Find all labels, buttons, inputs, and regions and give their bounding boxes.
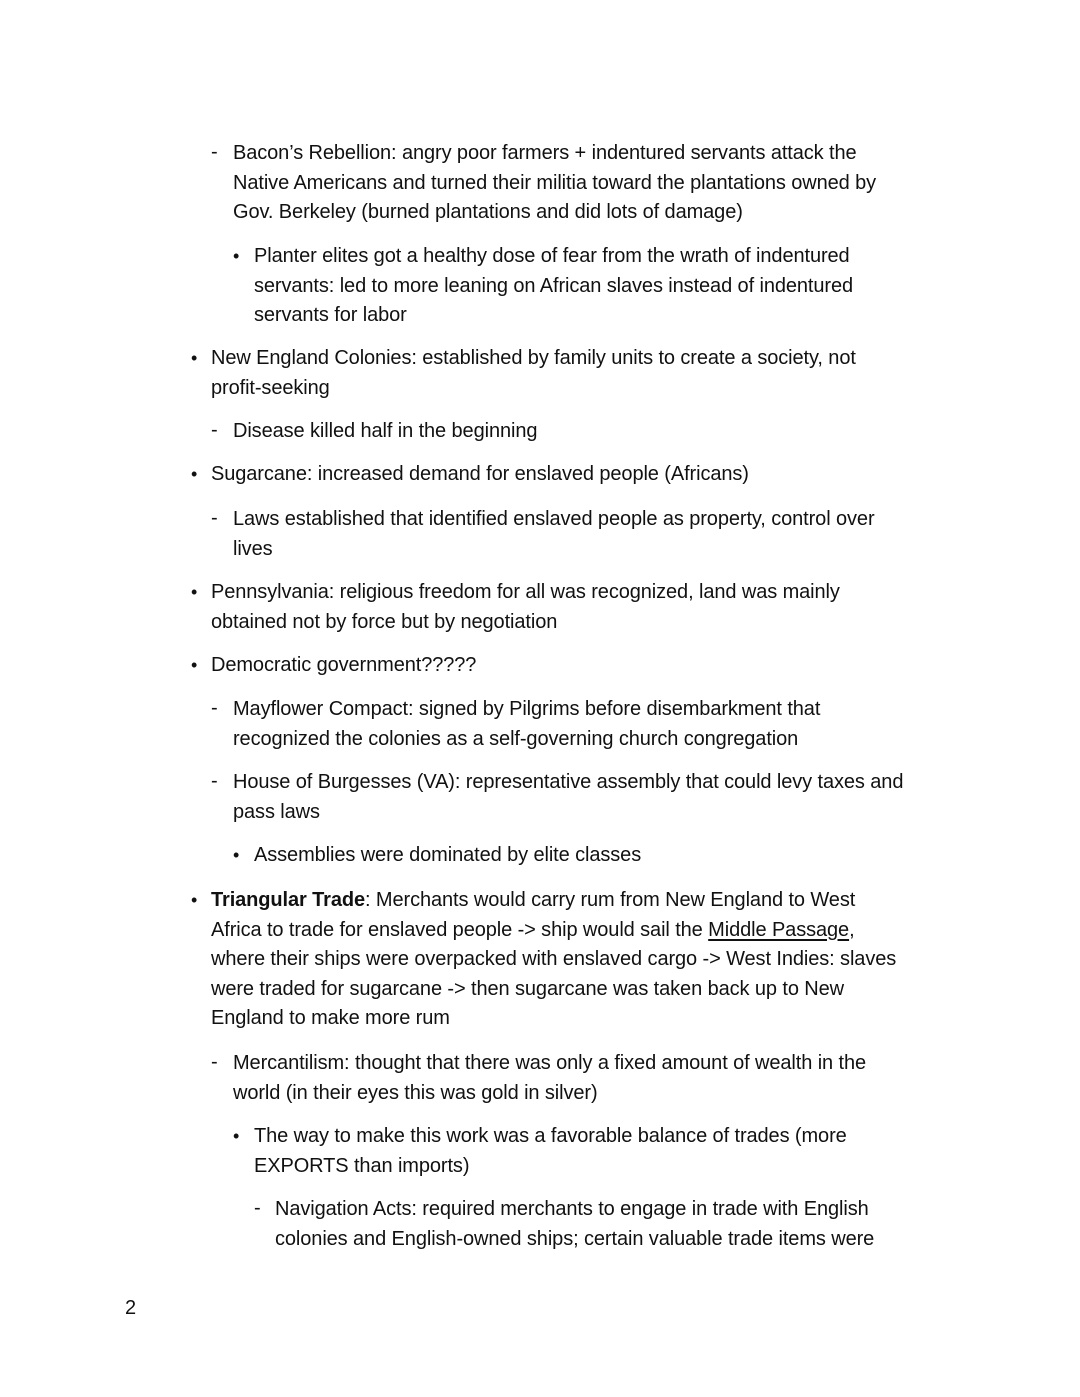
text-line: Native Americans and turned their militia toward the plantations owned by bbox=[233, 171, 877, 194]
page-number: 2 bbox=[125, 1297, 137, 1319]
text-line bbox=[211, 916, 971, 946]
text-line: obtained not by force but by negotiation bbox=[211, 610, 558, 633]
text-line: New England Colonies: established by family units to create a society, not bbox=[211, 347, 856, 369]
bullet-marker: • bbox=[233, 845, 240, 865]
text-line: Sugarcane: increased demand for enslaved people (Africans) bbox=[211, 463, 749, 485]
dash-marker: - bbox=[211, 141, 218, 163]
list-item-disease bbox=[233, 417, 973, 447]
list-item-navigation-acts bbox=[275, 1195, 975, 1254]
list-item-laws-established bbox=[233, 505, 973, 564]
dash-marker: - bbox=[211, 507, 218, 529]
text-line: Gov. Berkeley (burned plantations and did lots of damage) bbox=[233, 201, 743, 223]
text-line: lives bbox=[233, 537, 273, 560]
text-span: Africa to trade for enslaved people -> ship would sail the bbox=[211, 918, 709, 941]
bullet-marker: • bbox=[191, 890, 198, 910]
list-item-pennsylvania bbox=[211, 578, 971, 637]
text-line: world (in their eyes this was gold in silver) bbox=[233, 1081, 598, 1104]
text-line bbox=[211, 886, 971, 916]
list-item-assemblies bbox=[254, 841, 974, 871]
underlined-term-middle-passage: Middle Passage bbox=[708, 918, 850, 941]
text-line: servants for labor bbox=[254, 304, 407, 326]
list-item-bacons-rebellion bbox=[233, 139, 973, 228]
dash-marker: - bbox=[211, 770, 218, 792]
text-line: EXPORTS than imports) bbox=[254, 1154, 470, 1177]
text-line: colonies and English-owned ships; certain valuable trade items were bbox=[275, 1227, 875, 1250]
text-line: Assemblies were dominated by elite classes bbox=[254, 844, 642, 866]
list-item-planter-elites bbox=[254, 242, 974, 331]
text-line: Mayflower Compact: signed by Pilgrims before disembarkment that bbox=[233, 698, 821, 720]
bullet-marker: • bbox=[233, 1126, 240, 1146]
list-item-triangular-trade bbox=[211, 886, 971, 1034]
bullet-marker: • bbox=[233, 246, 240, 266]
list-item-mercantilism bbox=[233, 1049, 973, 1108]
text-line: servants: led to more leaning on African slaves instead of indentured bbox=[254, 274, 854, 297]
list-item-new-england-colonies bbox=[211, 344, 971, 403]
text-span: , bbox=[849, 918, 855, 941]
text-line: Navigation Acts: required merchants to engage in trade with English bbox=[275, 1198, 869, 1220]
text-line: House of Burgesses (VA): representative assembly that could levy taxes and bbox=[233, 771, 904, 793]
text-line: Democratic government????? bbox=[211, 654, 477, 676]
text-line: were traded for sugarcane -> then sugarcane was taken back up to New bbox=[211, 977, 845, 1000]
text-line: England to make more rum bbox=[211, 1007, 450, 1029]
bullet-marker: • bbox=[191, 655, 198, 675]
bold-term: Triangular Trade bbox=[211, 889, 366, 911]
text-line: where their ships were overpacked with enslaved cargo -> West Indies: slaves bbox=[211, 948, 897, 970]
text-line: Laws established that identified enslaved people as property, control over bbox=[233, 508, 875, 530]
text-line: Pennsylvania: religious freedom for all was recognized, land was mainly bbox=[211, 581, 840, 603]
text-span: : Merchants would carry rum from New England to West bbox=[365, 889, 856, 911]
dash-marker: - bbox=[211, 697, 218, 719]
text-line: Planter elites got a healthy dose of fear from the wrath of indentured bbox=[254, 245, 850, 267]
bullet-marker: • bbox=[191, 348, 198, 368]
text-line: pass laws bbox=[233, 800, 320, 823]
dash-marker: - bbox=[211, 1051, 218, 1073]
list-item-favorable-balance bbox=[254, 1122, 974, 1181]
text-line: The way to make this work was a favorable balance of trades (more bbox=[254, 1125, 847, 1147]
text-line: Mercantilism: thought that there was only a fixed amount of wealth in the bbox=[233, 1052, 867, 1074]
text-line: profit-seeking bbox=[211, 376, 330, 399]
list-item-sugarcane bbox=[211, 460, 971, 490]
text-line: Disease killed half in the beginning bbox=[233, 420, 538, 442]
list-item-democratic-government bbox=[211, 651, 971, 681]
text-line: recognized the colonies as a self-governing church congregation bbox=[233, 727, 799, 750]
list-item-mayflower-compact bbox=[233, 695, 973, 754]
text-line: Bacon’s Rebellion: angry poor farmers + indentured servants attack the bbox=[233, 142, 857, 164]
list-item-house-of-burgesses bbox=[233, 768, 973, 827]
dash-marker: - bbox=[211, 419, 218, 441]
dash-marker: - bbox=[254, 1197, 261, 1219]
bullet-marker: • bbox=[191, 464, 198, 484]
bullet-marker: • bbox=[191, 582, 198, 602]
